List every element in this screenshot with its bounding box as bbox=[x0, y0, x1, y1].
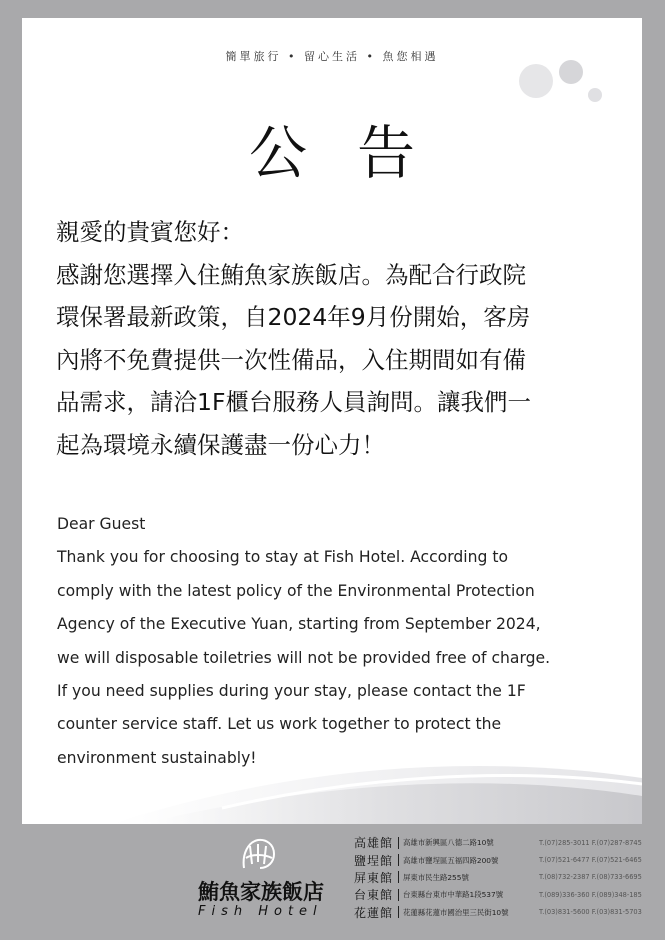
english-line: environment sustainably! bbox=[57, 748, 257, 767]
branch-address: 高雄市鹽埕區五福四路200號 bbox=[403, 855, 499, 865]
branch-name: 台東館 bbox=[354, 888, 394, 903]
divider bbox=[398, 906, 399, 918]
footer bbox=[0, 824, 665, 940]
branch-row bbox=[354, 869, 654, 886]
branch-name: 花蓮館 bbox=[354, 905, 394, 920]
branch-name: 鹽埕館 bbox=[354, 853, 394, 868]
decorative-bubble bbox=[588, 88, 602, 102]
branch-row bbox=[354, 851, 654, 868]
english-line: comply with the latest policy of the Environmental Protection bbox=[57, 581, 535, 600]
chinese-line: 品需求，請洽1F櫃台服務人員詢問。讓我們一 bbox=[56, 388, 531, 417]
fish-logo-icon bbox=[238, 834, 280, 876]
chinese-line: 起為環境永續保護盡一份心力！ bbox=[56, 430, 385, 459]
brand-name-chinese: 鮪魚家族飯店 bbox=[198, 880, 324, 904]
branch-phone: T.(089)336-360 F.(089)348-185 bbox=[539, 890, 642, 899]
divider bbox=[398, 854, 399, 866]
branch-phone: T.(03)831-5600 F.(03)831-5703 bbox=[539, 908, 642, 917]
english-line: Thank you for choosing to stay at Fish Hotel. According to bbox=[57, 548, 508, 567]
branch-name: 高雄館 bbox=[354, 836, 394, 851]
branch-address: 屏東市民生路255號 bbox=[403, 872, 469, 882]
english-line: we will disposable toiletries will not be provided free of charge. bbox=[57, 648, 551, 667]
branch-row bbox=[354, 834, 654, 851]
notice-title: 公告 bbox=[248, 119, 465, 187]
english-greeting: Dear Guest bbox=[57, 515, 146, 533]
english-line: Agency of the Executive Yuan, starting from September 2024, bbox=[57, 615, 541, 634]
english-line: If you need supplies during your stay, please contact the 1F bbox=[57, 682, 526, 701]
english-line: counter service staff. Let us work together to protect the bbox=[57, 715, 502, 734]
chinese-line: 感謝您選擇入住鮪魚家族飯店。為配合行政院 bbox=[56, 260, 526, 289]
branch-row bbox=[354, 904, 654, 921]
divider bbox=[398, 889, 399, 901]
chinese-line: 環保署最新政策，自2024年9月份開始，客房 bbox=[56, 303, 531, 332]
decorative-bubble bbox=[519, 64, 553, 98]
branch-row bbox=[354, 886, 654, 903]
divider bbox=[398, 871, 399, 883]
brand-name-english: Fish Hotel bbox=[198, 904, 323, 919]
branch-address: 台東縣台東市中華路1段537號 bbox=[403, 890, 504, 900]
decorative-wave bbox=[22, 708, 642, 824]
branch-address: 高雄市新興區八德二路10號 bbox=[403, 838, 494, 848]
chinese-line: 內將不免費提供一次性備品，入住期間如有備 bbox=[56, 345, 526, 374]
notice-sheet bbox=[22, 18, 642, 824]
branch-name: 屏東館 bbox=[354, 870, 394, 885]
branch-phone: T.(07)285-3011 F.(07)287-8745 bbox=[539, 838, 642, 847]
chinese-notice bbox=[56, 211, 612, 467]
branch-list bbox=[354, 834, 654, 921]
chinese-greeting: 親愛的貴賓您好： bbox=[56, 218, 244, 246]
branch-phone: T.(07)521-6477 F.(07)521-6465 bbox=[539, 856, 642, 865]
tagline: 簡單旅行 • 留心生活 • 魚您相遇 bbox=[225, 50, 439, 63]
branch-phone: T.(08)732-2387 F.(08)733-6695 bbox=[539, 873, 642, 882]
decorative-bubble bbox=[559, 60, 583, 84]
divider bbox=[398, 837, 399, 849]
branch-address: 花蓮縣花蓮市國治里三民街10號 bbox=[403, 907, 509, 917]
